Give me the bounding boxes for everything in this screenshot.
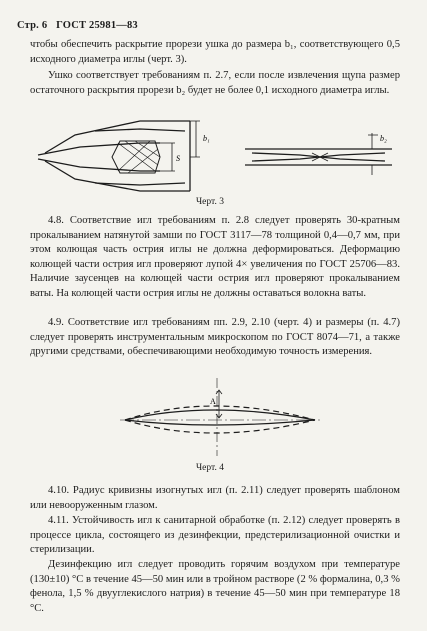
needle-upper-edge xyxy=(125,410,315,420)
paragraph-4-11: 4.11. Устойчивость игл к санитарной обработке (п. 2.12) следует проверять в процессе цикла, состоящего из дезинфекции, предстерилизационной очистки и стерилизации. xyxy=(30,515,400,555)
bent-needle-outline-upper xyxy=(125,406,315,420)
figure-3-caption: Черт. 3 xyxy=(196,197,224,207)
paragraph-disinfection: Дезинфекцию игл следует проводить горячим воздухом при температуре (130±10) °С в течение 45—50 мин или в тройном растворе (2 % формалина, 0,3 % фенола, 1,5 % двууглекислого натрия) в течение 45—50 мин при температуре 18 °С. xyxy=(30,559,400,614)
figure-4-drawing xyxy=(0,378,427,458)
paragraph-eye-opening: чтобы обеспечить раскрытие прорези ушка до размера b₁, соответствующего 0,5 исходного диаметра иглы (черт. 3). xyxy=(30,39,400,65)
needle-eye-after-probe xyxy=(245,133,392,175)
label-b2: b₂ xyxy=(380,134,387,143)
needle-lower-edge xyxy=(125,420,315,425)
paragraph-4-9: 4.9. Соответствие игл требованиям пп. 2.9, 2.10 (черт. 4) и размеры (п. 4.7) следует проверять инструментальным микроскопом по ГОСТ 8074—71, а также другими средствами, обеспечивающими необходимую точность измерения. xyxy=(30,317,400,357)
paragraph-4-8: 4.8. Соответствие игл требованиям п. 2.8 следует проверять 30-кратным прокалыванием натянутой замши по ГОСТ 3117—78 толщиной 0,4—0,7 мм, при этом колющая часть острия иглы не должна деформироваться. Деформацию колющей части острия игл проверяют лупой 4× увеличения по ГОСТ 25706—83. Наличие заусенцев на колющей части острия игл проверяют прокалыванием ваты. На колющей части острия иглы не должны оставаться волокна ваты. xyxy=(30,215,400,299)
page-header xyxy=(17,20,144,31)
paragraph-eye-requirement: Ушко соответствует требованиям п. 2.7, если после извлечения щупа размер остаточного раскрытия прорези b₂ будет не более 0,1 исходного диаметра иглы. xyxy=(30,70,400,96)
page-number: Стр. 6 xyxy=(17,20,48,31)
label-a: A xyxy=(210,397,216,406)
figure-3-drawing xyxy=(0,113,427,193)
figure-4-caption: Черт. 4 xyxy=(196,463,224,473)
paragraph-4-10: 4.10. Радиус кривизны изогнутых игл (п. 2.11) следует проверять шаблоном или невооруженным глазом. xyxy=(30,485,400,511)
label-b1: b₁ xyxy=(203,134,210,143)
label-s: S xyxy=(176,154,180,163)
standard-code: ГОСТ 25981—83 xyxy=(56,20,138,31)
